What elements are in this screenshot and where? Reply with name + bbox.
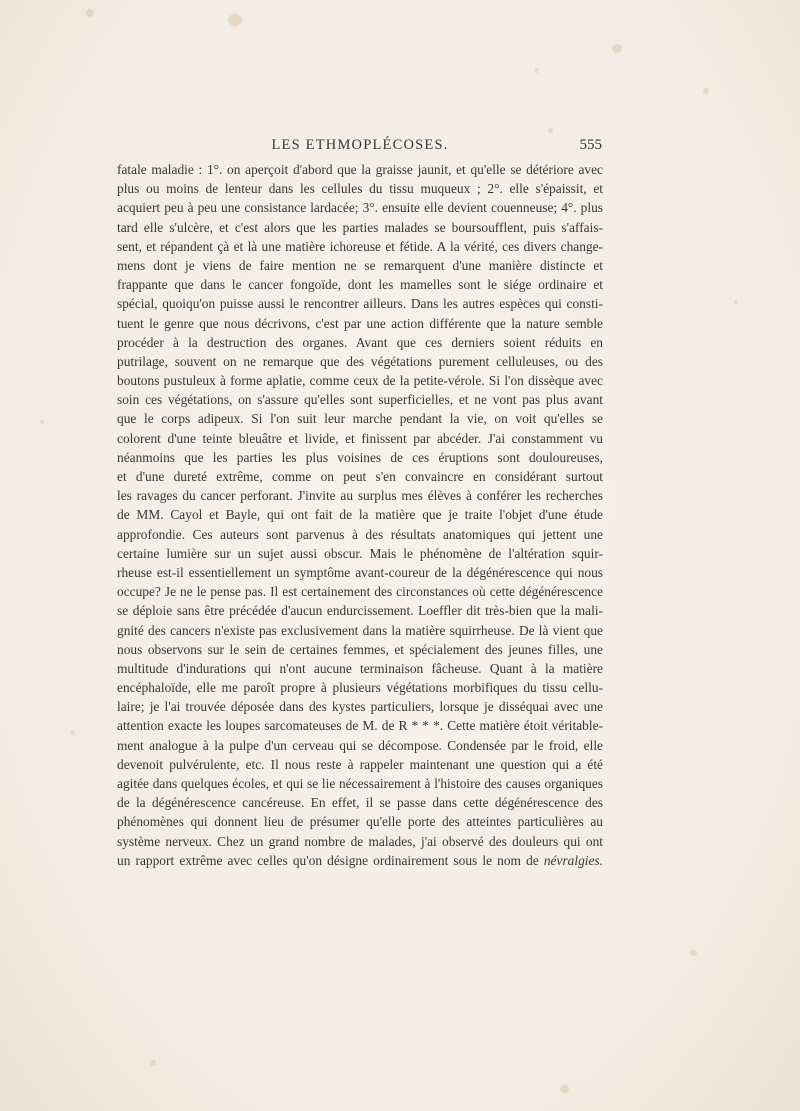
text-line: occupe? Je ne le pense pas. Il est certainement des circonstances où cette dégénérescence: [117, 584, 603, 600]
foxing-spot: [86, 9, 94, 17]
text-line: tard elle s'ulcère, et c'est alors que les parties malades se boursoufflent, puis s'affais-: [117, 219, 603, 235]
page-number: 555: [579, 137, 602, 153]
text-line: approfondie. Ces auteurs sont parvenus à des résultats anatomiques qui jettent une: [117, 526, 603, 542]
foxing-spot: [70, 730, 75, 735]
foxing-spot: [228, 14, 242, 26]
running-title: LES ETHMOPLÉCOSES.: [271, 137, 449, 153]
text-line: nous observons sur le sein de certaines femmes, et spécialement des jeunes filles, une: [117, 641, 603, 657]
text-line: fatale maladie : 1°. on aperçoit d'abord que la graisse jaunit, et qu'elle se détériore avec: [117, 162, 603, 177]
text-line: certaine lumière sur un sujet aussi obscur. Mais le phénomène de l'altération squir-: [117, 545, 603, 561]
text-line: plus ou moins de lenteur dans les cellules du tissu muqueux ; 2°. elle s'épaissit, et: [117, 181, 603, 197]
text-line: encéphaloïde, elle me paroît propre à plusieurs végétations morbifiques du tissu cellu-: [117, 680, 603, 696]
foxing-spot: [690, 950, 697, 956]
text-line: gnité des cancers n'existe pas exclusivement dans la matière squirrheuse. De là vient que: [117, 622, 603, 638]
foxing-spot: [734, 300, 738, 304]
text-line: frappante que dans le cancer fongoïde, dont les mamelles sont le siége ordinaire et: [117, 277, 603, 293]
text-line: spécial, quoiqu'on puisse aussi le rencontrer ailleurs. Dans les autres espèces qui consti-: [117, 296, 603, 312]
text-line: laire; je l'ai trouvée déposée dans des kystes particuliers, lorsque je disséquai avec une: [117, 699, 603, 715]
text-line: système nerveux. Chez un grand nombre de malades, j'ai observé des douleurs qui ont: [117, 833, 603, 849]
text-line: boutons pustuleux à forme aplatie, comme ceux de la petite-vérole. Si l'on dissèque avec: [117, 373, 603, 389]
text-line: devenoit pulvérulente, etc. Il nous reste à rappeler maintenant une question qui a été: [117, 756, 603, 772]
text-line: se déploie sans être précédée d'aucun endurcissement. Loeffler dit très-bien que la mali-: [117, 603, 603, 619]
foxing-spot: [150, 1060, 156, 1066]
text-line: soin ces végétations, on s'assure qu'elles sont superficielles, et ne vont pas plus avant: [117, 392, 603, 408]
text-line: de la dégénérescence cancéreuse. En effet, il se passe dans cette dégénérescence des: [117, 795, 603, 811]
text-line: putrilage, souvent on ne remarque que des végétations purement celluleuses, ou des: [117, 353, 603, 369]
text-line: colorent d'une teinte bleuâtre et livide, et finissent par abcéder. J'ai constamment vu: [117, 430, 603, 446]
text-line: procéder à la destruction des organes. Avant que ces derniers soient réduits en: [117, 334, 603, 350]
foxing-spot: [560, 1085, 569, 1093]
text-line: de MM. Cayol et Bayle, qui ont fait de la matière que je traite l'objet d'une étude: [117, 507, 603, 523]
foxing-spot: [40, 420, 44, 424]
foxing-spot: [703, 88, 709, 94]
text-line: que le corps adipeux. Si l'on suit leur marche pendant la vie, on voit qu'elles se: [117, 411, 603, 427]
page-header: [118, 137, 602, 157]
last-line-text: un rapport extrême avec celles qu'on désigne ordinairement sous le nom de: [117, 852, 544, 868]
text-line: phénomènes qui donnent lieu de présumer qu'elle porte des atteintes particulières au: [117, 814, 603, 830]
foxing-spot: [612, 44, 622, 53]
text-line: ment analogue à la pulpe d'un cerveau qui se décompose. Condensée par le froid, elle: [117, 737, 603, 753]
text-line: acquiert peu à peu une consistance lardacée; 3°. ensuite elle devient couenneuse; 4°. plus: [117, 200, 603, 216]
italic-term: névralgies.: [543, 852, 603, 868]
text-line: mens dont je viens de faire mention ne se remarquent d'une manière distincte et: [117, 257, 603, 273]
text-line: tuent le genre que nous décrivons, c'est par une action différente que la nature semble: [117, 315, 603, 331]
text-line: agitée dans quelques écoles, et qui se lie nécessairement à l'histoire des causes organiques: [117, 776, 603, 791]
body-text: [117, 160, 603, 870]
foxing-spot: [534, 68, 539, 73]
text-line-last: [117, 851, 603, 870]
foxing-spot: [548, 128, 553, 133]
text-line: les ravages du cancer perforant. J'invite au surplus mes élèves à conférer les recherches: [117, 488, 603, 504]
text-line: néanmoins que les parties les plus voisines de ces éruptions sont douloureuses,: [117, 449, 603, 465]
text-line: sent, et répandent çà et là une matière ichoreuse et fétide. A la vérité, ces divers change-: [117, 238, 603, 254]
text-line: attention exacte les loupes sarcomateuses de M. de R * * *. Cette matière étoit véritable-: [117, 718, 603, 734]
text-line: rheuse est-il essentiellement un symptôme avant-coureur de la dégénérescence qui nous: [117, 564, 603, 580]
text-line: et d'une dureté extrême, comme on peut s'en convaincre en considérant surtout: [117, 469, 603, 484]
text-line: multitude d'indurations qui n'ont aucune terminaison fâcheuse. Quant à la matière: [117, 660, 603, 676]
